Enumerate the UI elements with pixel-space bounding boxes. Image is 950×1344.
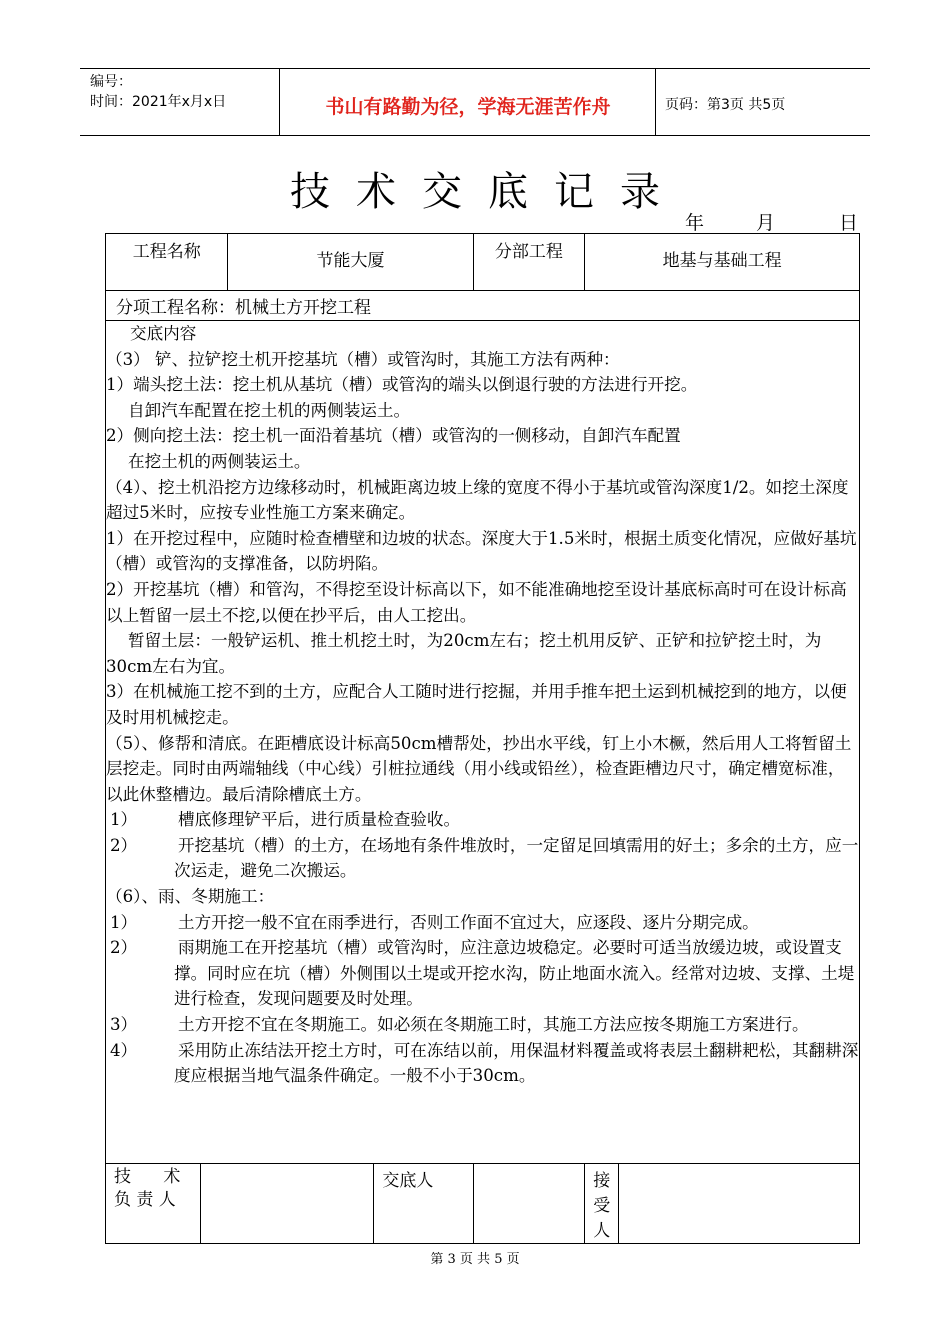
paragraph: 在挖土机的两侧装运土。 [128,451,311,471]
paragraph: 1）在开挖过程中，应随时检查槽壁和边坡的状态。深度大于1.5米时，根据土质变化情况，应做好基坑（槽）或管沟的支撑准备，以防坍陷。 [106,528,857,574]
subitem-name: 分项工程名称：机械土方开挖工程 [106,291,860,321]
list-item [106,833,859,884]
list-text: 雨期施工在开挖基坑（槽）或管沟时，应注意边坡稳定。必要时可适当放缓边坡，或设置支撑。同时应在坑（槽）外侧围以土堤或开挖水沟，防止地面水流入。经常对边坡、支撑、土堤进行检查，发现问题要及时处理。 [174,938,855,1009]
division-label: 分部工程 [473,234,585,291]
list-text: 土方开挖不宜在冬期施工。如必须在冬期施工时，其施工方法应按冬期施工方案进行。 [178,1015,809,1035]
paragraph: （4）、挖土机沿挖方边缘移动时，机械距离边坡上缘的宽度不得小于基坑或管沟深度1/2。如挖土深度超过5米时，应按专业性施工方案来确定。 [106,477,849,523]
list-item [106,1012,859,1038]
page-info: 页码：第3页 共5页 [665,97,786,113]
date-year: 年 [685,212,705,234]
list-item [106,1038,859,1089]
list-text: 开挖基坑（槽）的土方，在场地有条件堆放时，一定留足回填需用的好土；多余的土方，应一次运走，避免二次搬运。 [174,835,859,881]
tech-lead-label [106,1164,201,1244]
date-day: 日 [839,212,859,234]
document-title: 技术交底记录 [290,169,686,215]
handover-signature[interactable] [473,1164,585,1244]
list-number: 4） [110,1040,138,1060]
list-text: 土方开挖一般不宜在雨季进行，否则工作面不宜过大，应逐段、逐片分期完成。 [178,912,759,932]
division-value: 地基与基础工程 [585,234,860,291]
receiver-signature[interactable] [619,1164,860,1244]
page-footer: 第 3 页 共 5 页 [430,1252,520,1267]
list-item [106,935,859,1012]
project-name-label: 工程名称 [106,234,228,291]
header-top-rule [80,68,870,69]
list-number: 1） [110,912,138,932]
list-text: 槽底修理铲平后，进行质量检查验收。 [178,810,461,830]
list-number: 2） [110,938,138,958]
paragraph: 3）在机械施工挖不到的土方，应配合人工随时进行挖掘，并用手推车把土运到机械挖到的地方，以便及时用机械挖走。 [106,682,847,727]
paragraph: （5）、修帮和清底。在距槽底设计标高50cm槽帮处，抄出水平线，钉上小木橛，然后用人工将暂留土层挖走。同时由两端轴线（中心线）引桩拉通线（用小线或铅丝），检查距槽边尺寸，确定槽宽标准，以此休整槽边。最后清除槽底土方。 [106,733,852,804]
record-table [105,233,860,1244]
receiver-label: 接受人 [585,1164,619,1244]
project-name-value: 节能大厦 [228,234,473,291]
section-heading: （6）、雨、冬期施工： [106,887,275,907]
list-number: 1） [110,810,138,830]
header-bottom-rule [80,135,870,136]
tech-lead-label-line2: 负 责 人 [114,1190,176,1210]
paragraph: （3） 铲、拉铲挖土机开挖基坑（槽）或管沟时，其施工方法有两种： [106,349,620,369]
list-text: 采用防止冻结法开挖土方时，可在冻结以前，用保温材料覆盖或将表层土翻耕耙松，其翻耕深度应根据当地气温条件确定。一般不小于30cm。 [174,1040,859,1086]
paragraph: 暂留土层：一般铲运机、推土机挖土时，为20cm左右；挖土机用反铲、正铲和拉铲挖土时，为30cm左右为宜。 [106,631,822,676]
list-number: 2） [110,835,138,855]
paragraph: 自卸汽车配置在挖土机的两侧装运土。 [128,400,411,420]
date-line [685,208,858,235]
header-divider-left [279,68,280,135]
paragraph: 2）开挖基坑（槽）和管沟，不得挖至设计标高以下，如不能准确地挖至设计基底标高时可在设计标高以上暂留一层土不挖,以便在抄平后，由人工挖出。 [106,579,847,625]
serial-label: 编号： [90,74,132,90]
date-month: 月 [756,212,776,234]
tech-lead-signature[interactable] [200,1164,374,1244]
paragraph: 1）端头挖土法：挖土机从基坑（槽）或管沟的端头以倒退行驶的方法进行开挖。 [106,375,698,395]
handover-label: 交底人 [374,1164,473,1244]
content-heading: 交底内容 [130,324,197,343]
paragraph: 2）侧向挖土法：挖土机一面沿着基坑（槽）或管沟的一侧移动，自卸汽车配置 [106,426,681,446]
list-item [106,910,859,936]
time-label: 时间：2021年x月x日 [90,94,227,110]
list-number: 3） [110,1015,138,1035]
content-cell [106,321,860,1164]
tech-lead-label-line1: 技 术 [114,1167,181,1187]
header-meta [90,72,226,112]
list-item [106,807,859,833]
motto: 书山有路勤为径，学海无涯苦作舟 [325,96,611,118]
header-divider-right [655,68,656,135]
